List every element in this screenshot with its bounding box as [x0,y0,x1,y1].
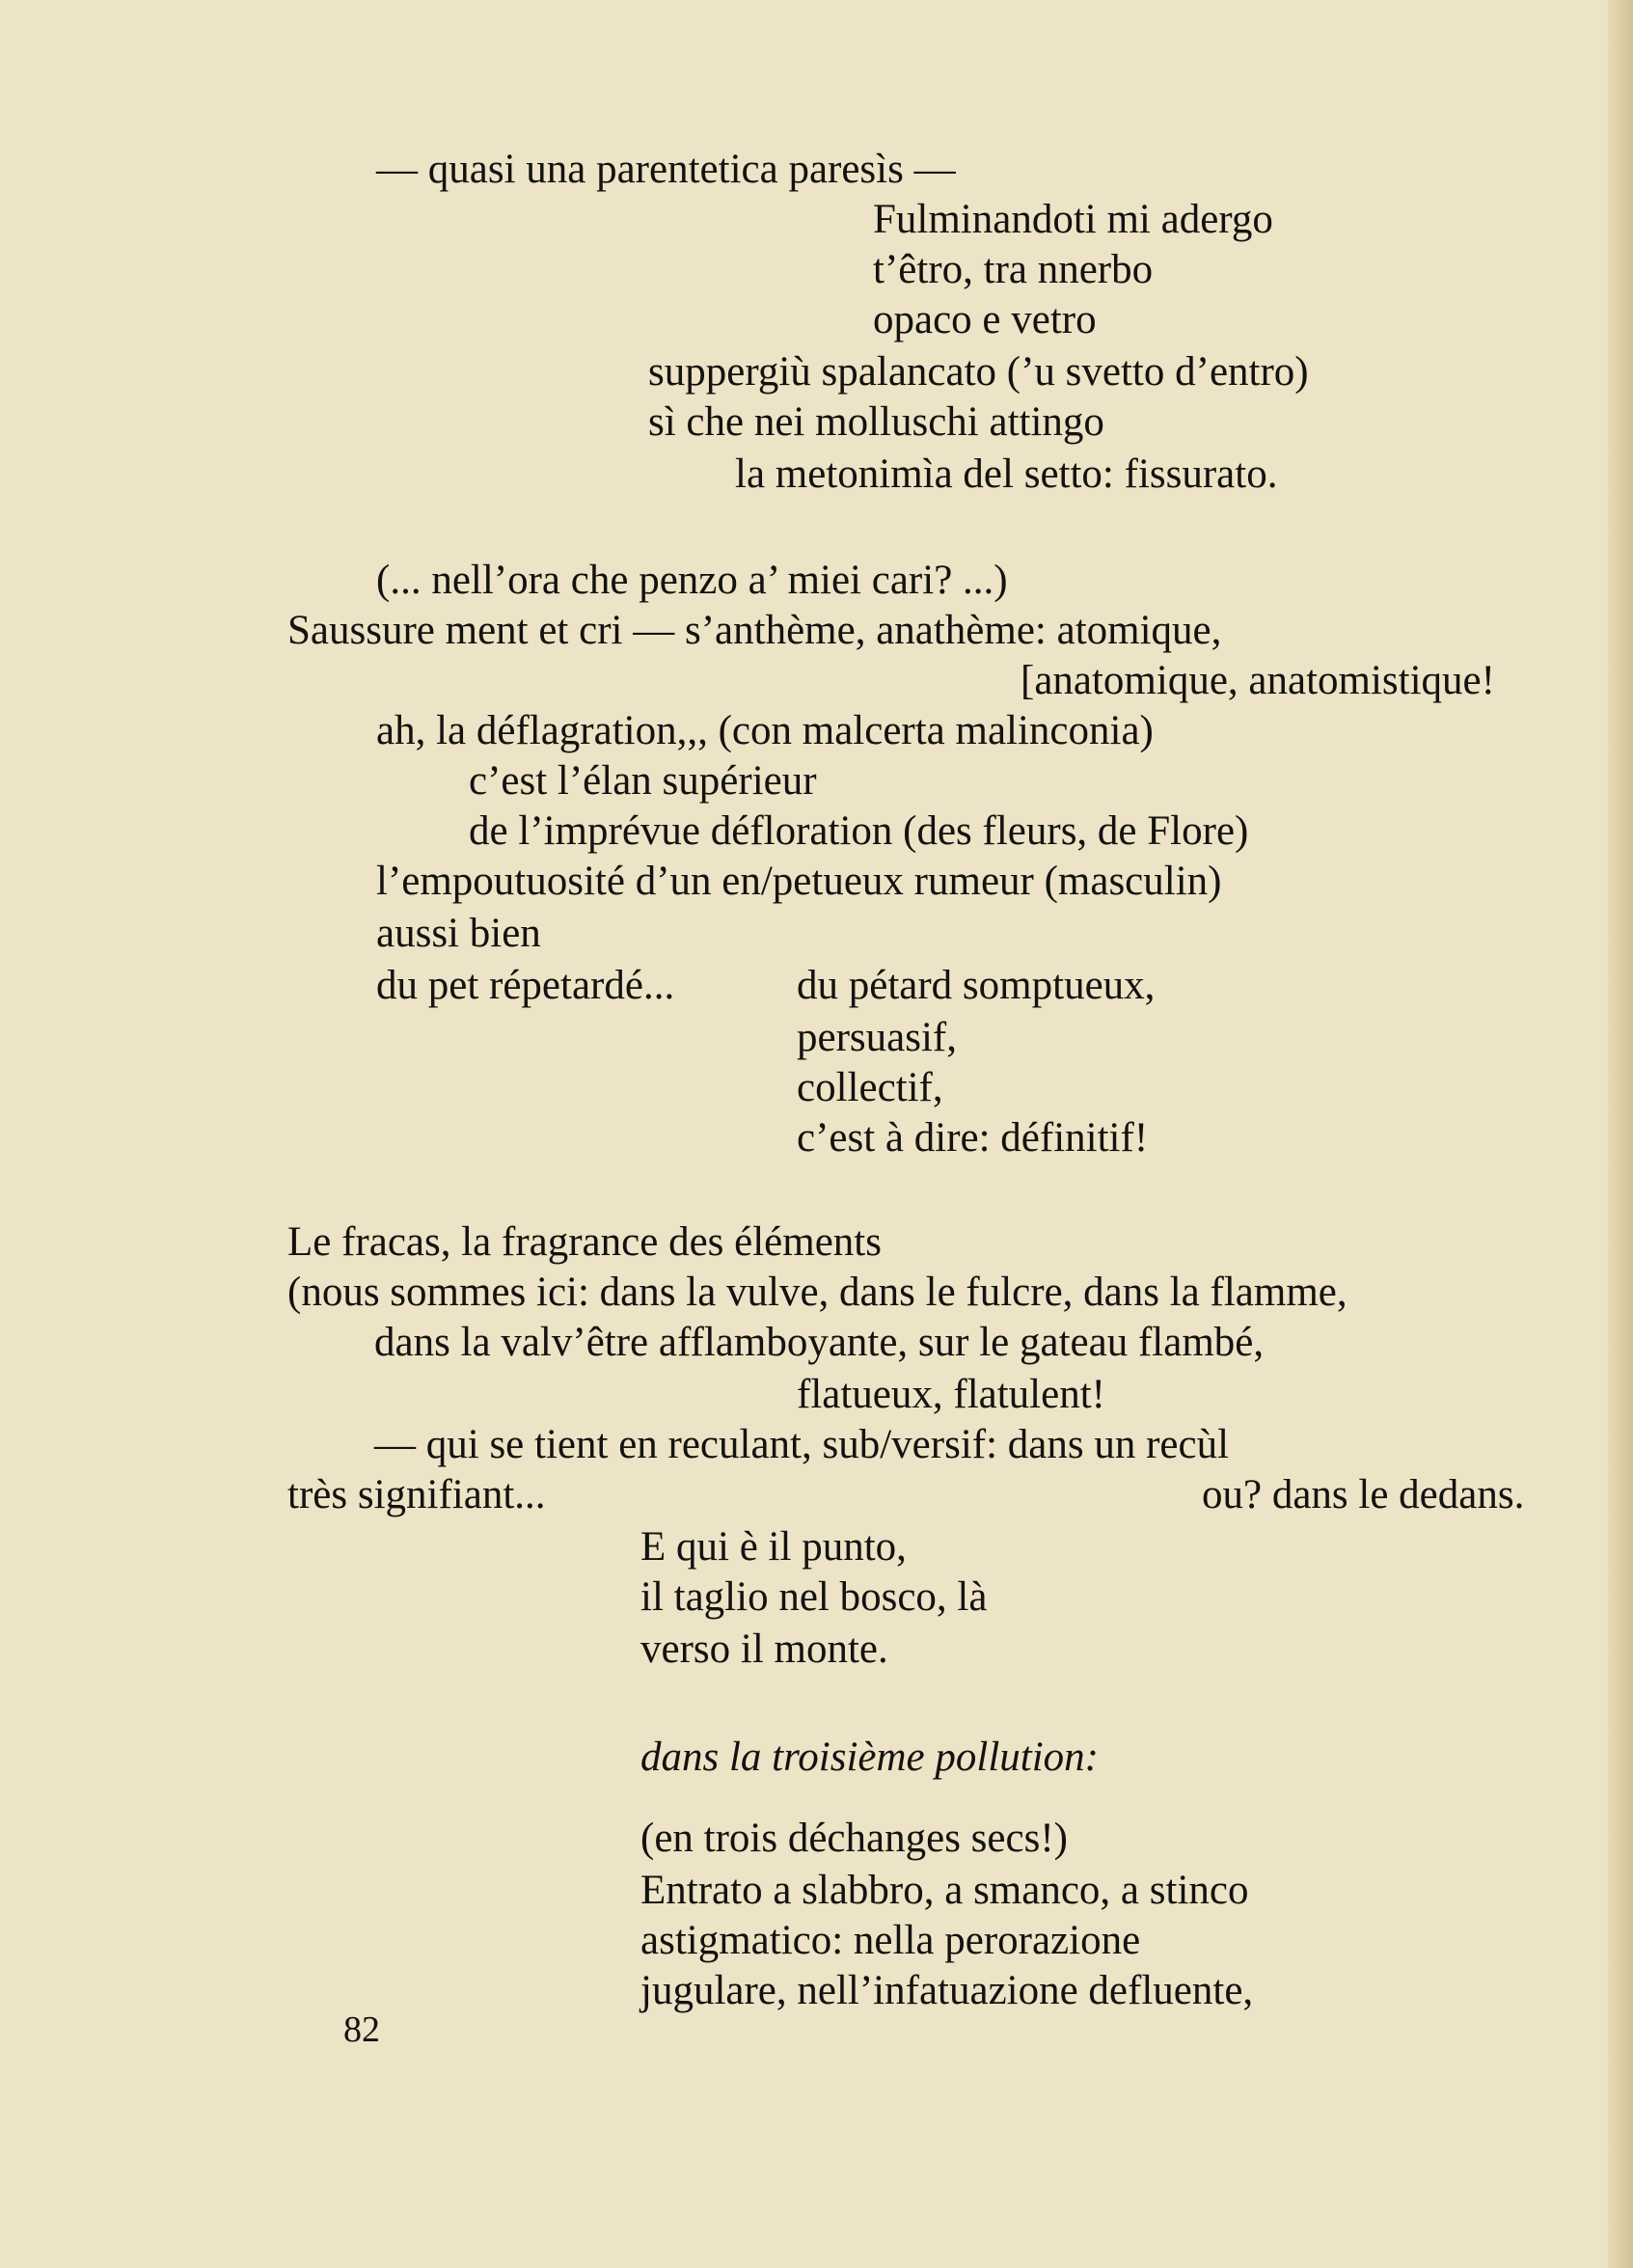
poem-line: Fulminandoti mi adergo [873,197,1273,242]
poem-line: de l’imprévue défloration (des fleurs, de Flore) [469,808,1249,854]
poem-line: l’empoutuosité d’un en/petueux rumeur (masculin) [376,859,1222,904]
poem-line: aussi bien [376,911,541,956]
poem-line: c’est l’élan supérieur [469,758,817,804]
poem-line: la metonimìa del setto: fissurato. [735,451,1278,497]
poem-line: (en trois déchanges secs!) [640,1816,1068,1861]
page-edge-shadow [1608,0,1633,2268]
page-number: 82 [343,2009,380,2050]
poem-line: E qui è il punto, [640,1524,907,1570]
poem-line: astigmatico: nella perorazione [640,1918,1141,1963]
poem-line: flatueux, flatulent! [797,1372,1105,1417]
poem-line: persuasif, [797,1015,957,1060]
poem-line: verso il monte. [640,1626,888,1672]
poem-line: Saussure ment et cri — s’anthème, anathème: atomique, [287,608,1222,653]
poem-line: (... nell’ora che penzo a’ miei cari? ...) [376,558,1008,603]
poem-line: — quasi una parentetica paresìs — [376,147,956,192]
poem-line: du pet répetardé... [376,963,675,1008]
poem-line: jugulare, nell’infatuazione defluente, [640,1968,1254,2013]
poem-line: il taglio nel bosco, là [640,1574,988,1620]
poem-line: opaco e vetro [873,297,1097,342]
poem-line: très signifiant... [287,1472,546,1517]
poem-line: (nous sommes ici: dans la vulve, dans le fulcre, dans la flamme, [287,1270,1347,1315]
poem-line: ou? dans le dedans. [1202,1472,1525,1517]
poem-line: sì che nei molluschi attingo [648,399,1104,445]
poem-line: suppergiù spalancato (’u svetto d’entro) [648,349,1309,395]
poem-line: — qui se tient en reculant, sub/versif: dans un recùl [374,1422,1230,1467]
poem-line: t’êtro, tra nnerbo [873,247,1154,292]
section-heading-italic: dans la troisième pollution: [640,1735,1099,1780]
poem-line: Entrato a slabbro, a smanco, a stinco [640,1868,1249,1913]
poem-line: collectif, [797,1065,943,1110]
poem-line: c’est à dire: définitif! [797,1115,1149,1161]
poem-line: dans la valv’être afflamboyante, sur le gateau flambé, [374,1320,1265,1365]
poem-line: Le fracas, la fragrance des éléments [287,1219,882,1265]
poem-line: [anatomique, anatomistique! [1021,658,1495,703]
poem-line: ah, la déflagration,,, (con malcerta malinconia) [376,708,1154,753]
poem-line: du pétard somptueux, [797,963,1156,1008]
